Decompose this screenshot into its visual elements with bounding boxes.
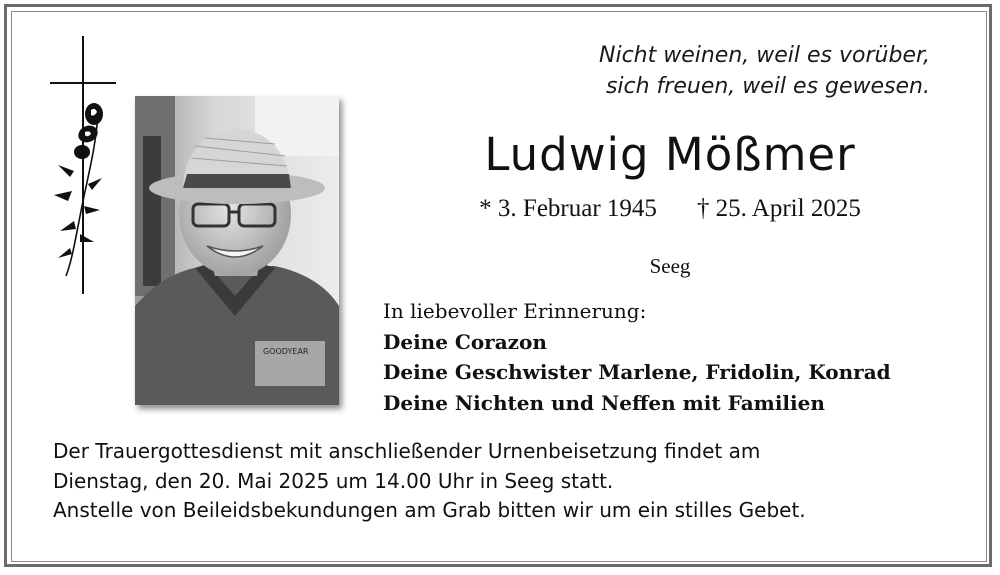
mourners-intro: In liebevoller Erinnerung: <box>383 299 647 323</box>
notice-line: Dienstag, den 20. Mai 2025 um 14.00 Uhr in Seeg statt. <box>53 468 614 493</box>
funeral-notice <box>53 437 963 526</box>
notice-line: Anstelle von Beileidsbekundungen am Grab bitten wir um ein stilles Gebet. <box>53 498 806 522</box>
mourner-line: Deine Corazon <box>383 329 547 354</box>
mourner-line: Deine Geschwister Marlene, Fridolin, Konrad <box>383 360 891 384</box>
mourners-block <box>383 296 943 418</box>
death-date: † 25. April 2025 <box>696 195 861 222</box>
shirt-print: GOODYEAR <box>263 347 309 356</box>
birth-date: * 3. Februar 1945 <box>479 195 657 222</box>
mourner-line: Deine Nichten und Neffen mit Familien <box>383 390 825 415</box>
memorial-quote <box>510 40 930 102</box>
cross-with-rose-icon <box>44 36 124 298</box>
place: Seeg <box>649 254 691 278</box>
portrait-photo <box>135 96 339 405</box>
quote-line: Nicht weinen, weil es vorüber, <box>599 43 930 68</box>
life-dates <box>395 195 945 223</box>
deceased-name: Ludwig Mößmer <box>484 128 856 181</box>
notice-line: Der Trauergottesdienst mit anschließender Urnenbeisetzung findet am <box>53 439 761 463</box>
quote-line: sich freuen, weil es gewesen. <box>605 74 930 99</box>
